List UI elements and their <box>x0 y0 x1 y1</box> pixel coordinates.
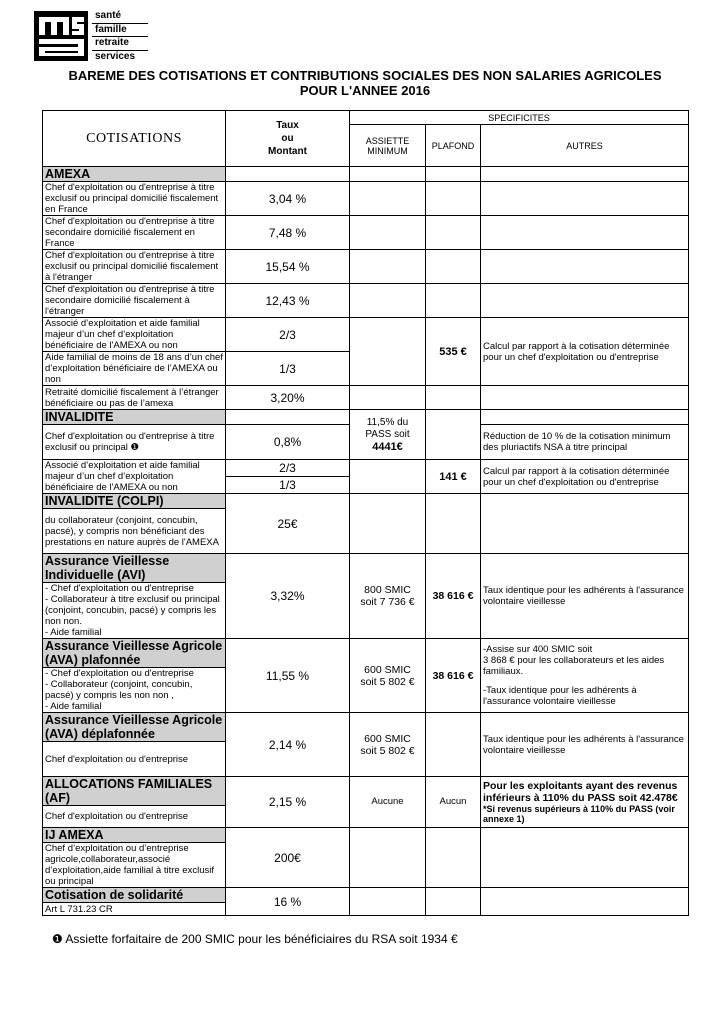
invalidite-assiette-amount: 4441€ <box>372 440 403 453</box>
document-title <box>40 68 690 98</box>
title-line-1: BAREME DES COTISATIONS ET CONTRIBUTIONS SOCIALES DES NON SALARIES AGRICOLES <box>68 68 662 83</box>
ava-deplafonnee-assiette <box>350 713 426 777</box>
avi-assiette-line-2: soit 7 736 € <box>360 596 415 608</box>
amexa-row-4-desc: Chef d'exploitation ou d'entreprise à titre secondaire domicilié fiscalement à l'étranger <box>43 284 226 318</box>
header-taux <box>226 111 350 167</box>
ava-plafonnee-autres-line-2: 3 868 € pour les collaborateurs et les aides familiaux. <box>483 655 665 677</box>
ava-deplafonnee-desc: Chef d'exploitation ou d'entreprise <box>43 742 226 777</box>
header-taux-label: Taux <box>276 120 299 131</box>
section-ava-deplafonnee-title: Assurance Vieillesse Agricole (AVA) déplafonnée <box>43 713 226 742</box>
section-ava-plafonnee-title: Assurance Vieillesse Agricole (AVA) plafonnée <box>43 639 226 668</box>
amexa-row-1-rate: 3,04 % <box>226 182 350 216</box>
amexa-row-1-desc: Chef d'exploitation ou d'entreprise à titre exclusif ou principal domicilié fiscalement en France <box>43 182 226 216</box>
amexa-row-4-rate: 12,43 % <box>226 284 350 318</box>
af-assiette: Aucune <box>350 777 426 828</box>
amexa-autres: Calcul par rapport à la cotisation déterminée pour un chef d'exploitation ou d'entreprise <box>481 318 689 386</box>
af-autres <box>481 777 689 828</box>
colpi-rate: 25€ <box>226 494 350 554</box>
header-plafond: PLAFOND <box>426 125 481 167</box>
header-specificites: SPECIFICITES <box>350 111 689 125</box>
avi-plafond: 38 616 € <box>426 554 481 639</box>
cotisations-table <box>42 110 689 916</box>
footnote: ❶ Assiette forfaitaire de 200 SMIC pour les bénéficiaires du RSA soit 1934 € <box>52 932 458 946</box>
amexa-row-3-rate: 15,54 % <box>226 250 350 284</box>
header-autres: AUTRES <box>481 125 689 167</box>
header-assiette-label: ASSIETTE <box>365 135 410 146</box>
section-ij-amexa-title: IJ AMEXA <box>43 828 226 843</box>
avi-desc: - Chef d'exploitation ou d'entreprise - Collaborateur à titre exclusif ou principal (conjoint, concubin, pacsé) y compris les non non. - Aide familial <box>43 583 226 639</box>
ava-plafonnee-assiette-line-1: 600 SMIC <box>364 663 411 676</box>
invalidite-assiette-line-2: PASS soit <box>365 428 410 440</box>
colpi-desc: du collaborateur (conjoint, concubin, pacsé), y compris non bénéficiant des prestations en nature auprès de l'AMEXA <box>43 509 226 554</box>
ava-plafonnee-desc: - Chef d'exploitation ou d'entreprise - Collaborateur (conjoint, concubin, pacsé) y compris les non non , - Aide familial <box>43 668 226 713</box>
logo-tagline <box>92 10 148 63</box>
invalidite-row-2-autres: Calcul par rapport à la cotisation déterminée pour un chef d'exploitation ou d'entreprise <box>481 460 689 494</box>
section-avi-title: Assurance Vieillesse Individuelle (AVI) <box>43 554 226 583</box>
amexa-row-2-desc: Chef d'exploitation ou d'entreprise à titre secondaire domicilié fiscalement en France <box>43 216 226 250</box>
ava-plafonnee-assiette <box>350 639 426 713</box>
ava-deplafonnee-autres: Taux identique pour les adhérents à l'assurance volontaire vieillesse <box>481 713 689 777</box>
invalidite-row-2-rate-a: 2/3 <box>226 460 350 477</box>
solidarite-desc: Art L 731.23 CR <box>43 903 226 916</box>
ava-plafonnee-autres-line-1: -Assise sur 400 SMIC soit <box>483 644 593 655</box>
amexa-row-6-desc: Aide familial de moins de 18 ans d’un chef d’exploitation bénéficiaire de l’AMEXA ou non <box>43 352 226 386</box>
af-desc: Chef d'exploitation ou d'entreprise <box>43 806 226 828</box>
logo-word-retraite: retraite <box>92 37 148 51</box>
header-ou-label: ou <box>281 133 294 144</box>
invalidite-row-1-desc: Chef d'exploitation ou d'entreprise à titre exclusif ou principal ❶ <box>43 425 226 460</box>
logo-word-sante: santé <box>92 10 148 24</box>
header-assiette <box>350 125 426 167</box>
af-plafond: Aucun <box>426 777 481 828</box>
ava-plafonnee-rate: 11,55 % <box>226 639 350 713</box>
header-montant-label: Montant <box>268 146 307 157</box>
amexa-row-6-rate: 1/3 <box>226 352 350 386</box>
ava-deplafonnee-rate: 2,14 % <box>226 713 350 777</box>
solidarite-rate: 16 % <box>226 888 350 916</box>
ava-plafonnee-assiette-line-2: soit 5 802 € <box>360 675 415 688</box>
amexa-row-3-desc: Chef d'exploitation ou d'entreprise à titre exclusif ou principal domicilié fiscalement à l'étranger <box>43 250 226 284</box>
msa-logo-graphic <box>34 11 88 61</box>
header-cotisations: COTISATIONS <box>43 111 226 167</box>
amexa-row-5-desc: Associé d’exploitation et aide familial majeur d’un chef d’exploitation bénéficiaire de l'AMEXA ou non <box>43 318 226 352</box>
msa-logo <box>34 11 88 61</box>
invalidite-row-2-desc: Associé d’exploitation et aide familial majeur d’un chef d’exploitation bénéficiaire de l'AMEXA ou non <box>43 460 226 494</box>
invalidite-plafond: 141 € <box>426 460 481 494</box>
ava-plafonnee-plafond: 38 616 € <box>426 639 481 713</box>
avi-rate: 3,32% <box>226 554 350 639</box>
ava-deplafonnee-assiette-line-1: 600 SMIC <box>364 732 411 745</box>
invalidite-row-1-autres: Réduction de 10 % de la cotisation minimum des pluriactifs NSA à titre principal <box>481 425 689 460</box>
title-line-2: POUR L'ANNEE 2016 <box>299 83 431 98</box>
section-amexa-title: AMEXA <box>43 167 226 182</box>
section-colpi-title: INVALIDITE (COLPI) <box>43 494 226 509</box>
invalidite-assiette-line-1: 11,5% du <box>366 416 409 428</box>
amexa-row-5-rate: 2/3 <box>226 318 350 352</box>
invalidite-row-2-rate-b: 1/3 <box>226 477 350 494</box>
amexa-plafond: 535 € <box>426 318 481 386</box>
avi-assiette-line-1: 800 SMIC <box>364 584 411 596</box>
amexa-row-7-desc: Retraité domicilié fiscalement à l’étranger bénéficiaire ou pas de l’amexa <box>43 386 226 410</box>
amexa-row-7-rate: 3,20% <box>226 386 350 410</box>
ij-amexa-desc: Chef d’exploitation ou d’entreprise agricole,collaborateur,associé d’exploitation,aide familial à titre exclusif ou principal <box>43 843 226 888</box>
af-autres-line-1: Pour les exploitants ayant des revenus inférieurs à 110% du PASS soit 42.478€ <box>483 780 678 804</box>
ava-plafonnee-autres-line-3: -Taux identique pour les adhérents à l'assurance volontaire vieillesse <box>483 685 637 707</box>
logo-word-services: services <box>95 50 136 62</box>
af-rate: 2,15 % <box>226 777 350 828</box>
logo-word-famille: famille <box>92 24 148 38</box>
avi-autres: Taux identique pour les adhérents à l'assurance volontaire vieillesse <box>481 554 689 639</box>
invalidite-assiette <box>350 410 426 460</box>
invalidite-row-1-rate: 0,8% <box>226 425 350 460</box>
section-solidarite-title: Cotisation de solidarité <box>43 888 226 903</box>
af-autres-line-2: *Si revenus supérieurs à 110% du PASS (voir annexe 1) <box>483 804 675 824</box>
ava-plafonnee-autres <box>481 639 689 713</box>
avi-assiette <box>350 554 426 639</box>
ij-amexa-rate: 200€ <box>226 828 350 888</box>
section-af-title: ALLOCATIONS FAMILIALES (AF) <box>43 777 226 806</box>
header-minimum-label: MINIMUM <box>367 145 408 156</box>
amexa-row-2-rate: 7,48 % <box>226 216 350 250</box>
ava-deplafonnee-assiette-line-2: soit 5 802 € <box>360 744 415 757</box>
section-invalidite-title: INVALIDITE <box>43 410 226 425</box>
